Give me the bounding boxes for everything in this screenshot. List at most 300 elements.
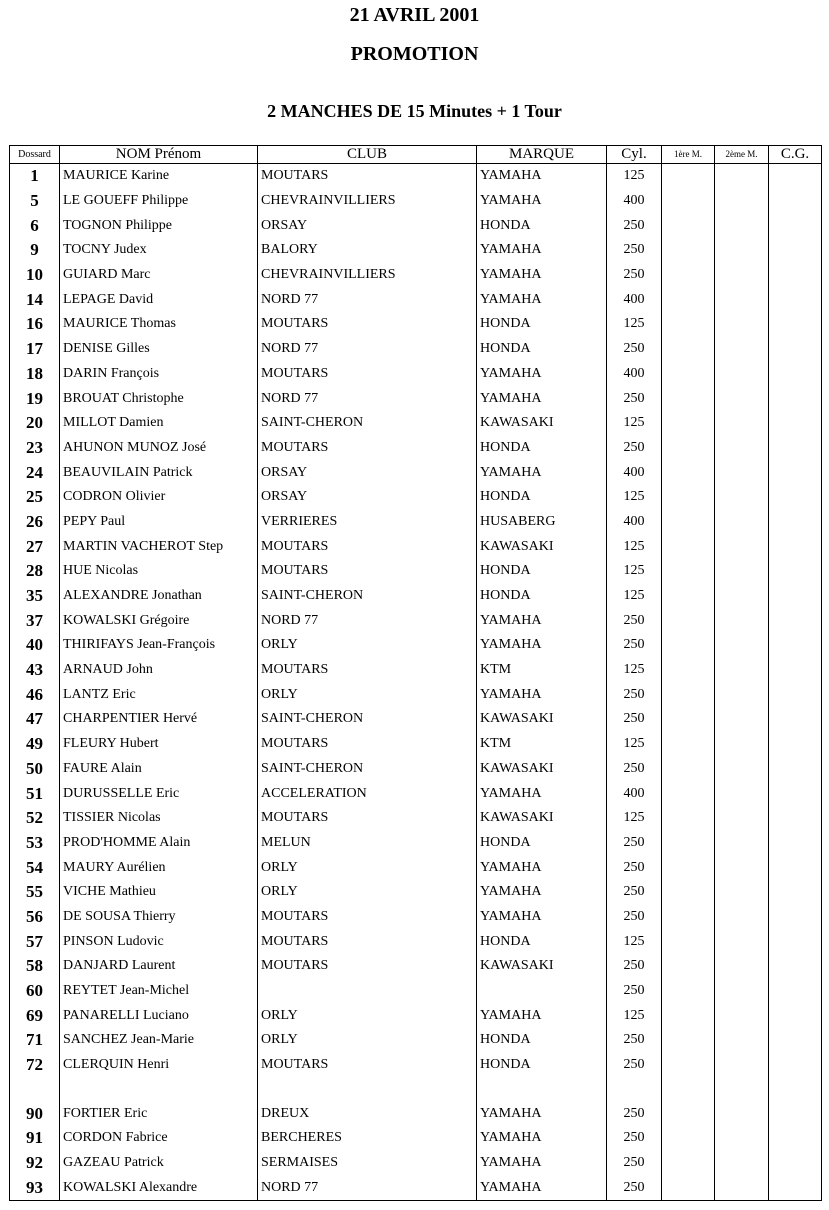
- overall-result: [769, 213, 822, 238]
- engine-size: 125: [607, 559, 662, 584]
- engine-size: 125: [607, 411, 662, 436]
- race2-result: [715, 436, 769, 461]
- race1-result: [662, 732, 715, 757]
- rider-name: THIRIFAYS Jean-François: [60, 633, 258, 658]
- table-row: [10, 608, 822, 633]
- bib-number: 40: [10, 633, 60, 658]
- overall-result: [769, 732, 822, 757]
- bike-brand: KAWASAKI: [477, 806, 607, 831]
- club-name: ORSAY: [258, 485, 477, 510]
- overall-result: [769, 1003, 822, 1028]
- club-name: [258, 1077, 477, 1101]
- entry-rows: [10, 164, 822, 1201]
- club-name: ACCELERATION: [258, 781, 477, 806]
- race2-result: [715, 608, 769, 633]
- bib-number: 26: [10, 510, 60, 535]
- overall-result: [769, 880, 822, 905]
- table-row: [10, 929, 822, 954]
- club-name: SAINT-CHERON: [258, 757, 477, 782]
- race1-result: [662, 411, 715, 436]
- bib-number: 20: [10, 411, 60, 436]
- table-row: [10, 189, 822, 214]
- col-header-brand: MARQUE: [477, 146, 607, 164]
- col-header-club: CLUB: [258, 146, 477, 164]
- col-header-race1: 1ère M.: [662, 146, 715, 164]
- club-name: MOUTARS: [258, 362, 477, 387]
- club-name: BERCHERES: [258, 1126, 477, 1151]
- race2-result: [715, 905, 769, 930]
- race1-result: [662, 386, 715, 411]
- engine-size: 400: [607, 460, 662, 485]
- club-name: MOUTARS: [258, 806, 477, 831]
- race2-result: [715, 855, 769, 880]
- bib-number: [10, 1077, 60, 1101]
- club-name: SAINT-CHERON: [258, 584, 477, 609]
- bib-number: 72: [10, 1053, 60, 1078]
- engine-size: 250: [607, 1028, 662, 1053]
- overall-result: [769, 1151, 822, 1176]
- engine-size: 250: [607, 436, 662, 461]
- race2-result: [715, 213, 769, 238]
- club-name: MOUTARS: [258, 534, 477, 559]
- engine-size: 125: [607, 312, 662, 337]
- table-row: [10, 337, 822, 362]
- engine-size: 400: [607, 781, 662, 806]
- bib-number: 17: [10, 337, 60, 362]
- rider-name: DARIN François: [60, 362, 258, 387]
- engine-size: 125: [607, 485, 662, 510]
- overall-result: [769, 1176, 822, 1201]
- bike-brand: HONDA: [477, 559, 607, 584]
- bike-brand: HONDA: [477, 1028, 607, 1053]
- engine-size: 250: [607, 213, 662, 238]
- club-name: MOUTARS: [258, 559, 477, 584]
- col-header-race2: 2ème M.: [715, 146, 769, 164]
- overall-result: [769, 1101, 822, 1126]
- overall-result: [769, 781, 822, 806]
- race-format: 2 MANCHES DE 15 Minutes + 1 Tour: [267, 101, 562, 121]
- race2-result: [715, 584, 769, 609]
- table-row: [10, 263, 822, 288]
- bib-number: 69: [10, 1003, 60, 1028]
- club-name: MOUTARS: [258, 929, 477, 954]
- bike-brand: HONDA: [477, 584, 607, 609]
- bike-brand: [477, 979, 607, 1004]
- race2-result: [715, 1126, 769, 1151]
- race1-result: [662, 287, 715, 312]
- rider-name: FORTIER Eric: [60, 1101, 258, 1126]
- rider-name: ALEXANDRE Jonathan: [60, 584, 258, 609]
- race1-result: [662, 880, 715, 905]
- club-name: CHEVRAINVILLIERS: [258, 263, 477, 288]
- bib-number: 52: [10, 806, 60, 831]
- rider-name: VICHE Mathieu: [60, 880, 258, 905]
- club-name: ORSAY: [258, 213, 477, 238]
- engine-size: 250: [607, 682, 662, 707]
- overall-result: [769, 682, 822, 707]
- bib-number: 27: [10, 534, 60, 559]
- rider-name: CLERQUIN Henri: [60, 1053, 258, 1078]
- race1-result: [662, 460, 715, 485]
- engine-size: 250: [607, 608, 662, 633]
- engine-size: 125: [607, 658, 662, 683]
- race2-result: [715, 682, 769, 707]
- overall-result: [769, 510, 822, 535]
- race1-result: [662, 608, 715, 633]
- overall-result: [769, 633, 822, 658]
- rider-name: CORDON Fabrice: [60, 1126, 258, 1151]
- race1-result: [662, 658, 715, 683]
- table-row: [10, 1028, 822, 1053]
- race2-result: [715, 732, 769, 757]
- overall-result: [769, 1126, 822, 1151]
- overall-result: [769, 386, 822, 411]
- race1-result: [662, 682, 715, 707]
- club-name: ORLY: [258, 633, 477, 658]
- bike-brand: HONDA: [477, 929, 607, 954]
- engine-size: 250: [607, 954, 662, 979]
- engine-size: 250: [607, 1151, 662, 1176]
- rider-name: PROD'HOMME Alain: [60, 831, 258, 856]
- rider-name: GUIARD Marc: [60, 263, 258, 288]
- rider-name: LEPAGE David: [60, 287, 258, 312]
- table-row: [10, 732, 822, 757]
- engine-size: 125: [607, 732, 662, 757]
- bike-brand: KAWASAKI: [477, 757, 607, 782]
- rider-name: SANCHEZ Jean-Marie: [60, 1028, 258, 1053]
- rider-name: MILLOT Damien: [60, 411, 258, 436]
- bike-brand: HUSABERG: [477, 510, 607, 535]
- overall-result: [769, 436, 822, 461]
- club-name: SAINT-CHERON: [258, 411, 477, 436]
- engine-size: 250: [607, 880, 662, 905]
- club-name: MOUTARS: [258, 732, 477, 757]
- engine-size: 250: [607, 855, 662, 880]
- table-row: [10, 485, 822, 510]
- overall-result: [769, 362, 822, 387]
- race2-result: [715, 287, 769, 312]
- engine-size: 125: [607, 1003, 662, 1028]
- race1-result: [662, 534, 715, 559]
- overall-result: [769, 411, 822, 436]
- bike-brand: HONDA: [477, 485, 607, 510]
- bib-number: 19: [10, 386, 60, 411]
- rider-name: AHUNON MUNOZ José: [60, 436, 258, 461]
- race2-result: [715, 362, 769, 387]
- bike-brand: YAMAHA: [477, 386, 607, 411]
- race2-result: [715, 929, 769, 954]
- club-name: MOUTARS: [258, 436, 477, 461]
- club-name: MOUTARS: [258, 905, 477, 930]
- engine-size: 125: [607, 164, 662, 189]
- bike-brand: YAMAHA: [477, 1101, 607, 1126]
- rider-name: KOWALSKI Alexandre: [60, 1176, 258, 1201]
- table-row: [10, 1003, 822, 1028]
- bike-brand: YAMAHA: [477, 633, 607, 658]
- table-row: [10, 213, 822, 238]
- rider-name: DANJARD Laurent: [60, 954, 258, 979]
- overall-result: [769, 608, 822, 633]
- table-row: [10, 164, 822, 189]
- engine-size: 250: [607, 831, 662, 856]
- engine-size: 400: [607, 362, 662, 387]
- race2-result: [715, 633, 769, 658]
- engine-size: 250: [607, 905, 662, 930]
- bib-number: 10: [10, 263, 60, 288]
- bib-number: 51: [10, 781, 60, 806]
- bike-brand: KTM: [477, 732, 607, 757]
- overall-result: [769, 164, 822, 189]
- bike-brand: YAMAHA: [477, 880, 607, 905]
- engine-size: 125: [607, 806, 662, 831]
- rider-name: TOGNON Philippe: [60, 213, 258, 238]
- club-name: CHEVRAINVILLIERS: [258, 189, 477, 214]
- overall-result: [769, 1053, 822, 1078]
- race1-result: [662, 238, 715, 263]
- race1-result: [662, 979, 715, 1004]
- table-row: [10, 658, 822, 683]
- club-name: ORLY: [258, 855, 477, 880]
- race1-result: [662, 905, 715, 930]
- engine-size: 250: [607, 1126, 662, 1151]
- overall-result: [769, 1028, 822, 1053]
- race1-result: [662, 1077, 715, 1101]
- race2-result: [715, 534, 769, 559]
- bib-number: 5: [10, 189, 60, 214]
- race1-result: [662, 855, 715, 880]
- overall-result: [769, 287, 822, 312]
- race2-result: [715, 1176, 769, 1201]
- club-name: MOUTARS: [258, 658, 477, 683]
- bike-brand: KAWASAKI: [477, 534, 607, 559]
- club-name: SAINT-CHERON: [258, 707, 477, 732]
- club-name: SERMAISES: [258, 1151, 477, 1176]
- club-name: MOUTARS: [258, 954, 477, 979]
- rider-name: GAZEAU Patrick: [60, 1151, 258, 1176]
- table-row: [10, 1176, 822, 1201]
- rider-name: MARTIN VACHEROT Step: [60, 534, 258, 559]
- club-name: DREUX: [258, 1101, 477, 1126]
- overall-result: [769, 855, 822, 880]
- bib-number: 35: [10, 584, 60, 609]
- rider-name: DURUSSELLE Eric: [60, 781, 258, 806]
- bib-number: 37: [10, 608, 60, 633]
- col-header-dossard: Dossard: [10, 146, 60, 164]
- bib-number: 16: [10, 312, 60, 337]
- bike-brand: YAMAHA: [477, 460, 607, 485]
- club-name: ORLY: [258, 1003, 477, 1028]
- race2-result: [715, 1028, 769, 1053]
- bike-brand: YAMAHA: [477, 263, 607, 288]
- table-row: [10, 460, 822, 485]
- bib-number: 55: [10, 880, 60, 905]
- table-row: [10, 707, 822, 732]
- bike-brand: KAWASAKI: [477, 707, 607, 732]
- overall-result: [769, 831, 822, 856]
- table-row: [10, 436, 822, 461]
- race2-result: [715, 337, 769, 362]
- bib-number: 24: [10, 460, 60, 485]
- race2-result: [715, 707, 769, 732]
- bike-brand: HONDA: [477, 436, 607, 461]
- race2-result: [715, 1077, 769, 1101]
- table-row: [10, 1126, 822, 1151]
- overall-result: [769, 559, 822, 584]
- bib-number: 54: [10, 855, 60, 880]
- rider-name: PANARELLI Luciano: [60, 1003, 258, 1028]
- bike-brand: YAMAHA: [477, 608, 607, 633]
- race1-result: [662, 781, 715, 806]
- table-row: [10, 954, 822, 979]
- overall-result: [769, 312, 822, 337]
- race1-result: [662, 510, 715, 535]
- rider-name: BEAUVILAIN Patrick: [60, 460, 258, 485]
- table-row: [10, 831, 822, 856]
- bib-number: 1: [10, 164, 60, 189]
- table-row: [10, 757, 822, 782]
- bib-number: 93: [10, 1176, 60, 1201]
- overall-result: [769, 337, 822, 362]
- bike-brand: YAMAHA: [477, 905, 607, 930]
- overall-result: [769, 929, 822, 954]
- race1-result: [662, 485, 715, 510]
- club-name: MELUN: [258, 831, 477, 856]
- bike-brand: YAMAHA: [477, 164, 607, 189]
- race1-result: [662, 559, 715, 584]
- race2-result: [715, 559, 769, 584]
- club-name: ORLY: [258, 1028, 477, 1053]
- rider-name: REYTET Jean-Michel: [60, 979, 258, 1004]
- table-row: [10, 1053, 822, 1078]
- bib-number: 25: [10, 485, 60, 510]
- table-row: [10, 806, 822, 831]
- race1-result: [662, 436, 715, 461]
- race1-result: [662, 584, 715, 609]
- bib-number: 92: [10, 1151, 60, 1176]
- rider-name: LE GOUEFF Philippe: [60, 189, 258, 214]
- engine-size: 250: [607, 337, 662, 362]
- race2-result: [715, 1151, 769, 1176]
- table-row: [10, 905, 822, 930]
- race2-result: [715, 460, 769, 485]
- table-row: [10, 559, 822, 584]
- bib-number: 47: [10, 707, 60, 732]
- race2-result: [715, 1053, 769, 1078]
- club-name: ORLY: [258, 880, 477, 905]
- rider-name: [60, 1077, 258, 1101]
- overall-result: [769, 189, 822, 214]
- engine-size: 400: [607, 287, 662, 312]
- engine-size: 250: [607, 1101, 662, 1126]
- table-row: [10, 312, 822, 337]
- bike-brand: HONDA: [477, 312, 607, 337]
- engine-size: 250: [607, 633, 662, 658]
- bib-number: 53: [10, 831, 60, 856]
- race2-result: [715, 189, 769, 214]
- club-name: NORD 77: [258, 386, 477, 411]
- table-row: [10, 682, 822, 707]
- bib-number: 28: [10, 559, 60, 584]
- race2-result: [715, 164, 769, 189]
- table-row: [10, 534, 822, 559]
- engine-size: [607, 1077, 662, 1101]
- table-row: [10, 1151, 822, 1176]
- engine-size: 400: [607, 189, 662, 214]
- race2-result: [715, 954, 769, 979]
- table-row: [10, 855, 822, 880]
- engine-size: 125: [607, 929, 662, 954]
- bib-number: 56: [10, 905, 60, 930]
- col-header-cyl: Cyl.: [607, 146, 662, 164]
- race2-result: [715, 831, 769, 856]
- engine-size: 250: [607, 757, 662, 782]
- table-row: [10, 362, 822, 387]
- overall-result: [769, 806, 822, 831]
- race2-result: [715, 510, 769, 535]
- race2-result: [715, 485, 769, 510]
- bib-number: 91: [10, 1126, 60, 1151]
- race2-result: [715, 757, 769, 782]
- race1-result: [662, 263, 715, 288]
- spacer-row: [10, 1077, 822, 1101]
- bib-number: 57: [10, 929, 60, 954]
- race2-result: [715, 312, 769, 337]
- race1-result: [662, 1053, 715, 1078]
- engine-size: 250: [607, 979, 662, 1004]
- club-name: ORSAY: [258, 460, 477, 485]
- overall-result: [769, 263, 822, 288]
- race2-result: [715, 979, 769, 1004]
- bike-brand: HONDA: [477, 337, 607, 362]
- club-name: NORD 77: [258, 608, 477, 633]
- category-title: PROMOTION: [350, 43, 479, 65]
- rider-name: ARNAUD John: [60, 658, 258, 683]
- overall-result: [769, 979, 822, 1004]
- bike-brand: KAWASAKI: [477, 411, 607, 436]
- race1-result: [662, 189, 715, 214]
- race1-result: [662, 929, 715, 954]
- overall-result: [769, 584, 822, 609]
- race2-result: [715, 880, 769, 905]
- rider-name: HUE Nicolas: [60, 559, 258, 584]
- table-row: [10, 781, 822, 806]
- race2-result: [715, 411, 769, 436]
- rider-name: MAURICE Karine: [60, 164, 258, 189]
- bike-brand: YAMAHA: [477, 362, 607, 387]
- engine-size: 400: [607, 510, 662, 535]
- bib-number: 49: [10, 732, 60, 757]
- rider-name: TOCNY Judex: [60, 238, 258, 263]
- engine-size: 250: [607, 263, 662, 288]
- col-header-overall: C.G.: [769, 146, 822, 164]
- bike-brand: HONDA: [477, 831, 607, 856]
- bike-brand: [477, 1077, 607, 1101]
- bib-number: 90: [10, 1101, 60, 1126]
- race2-result: [715, 263, 769, 288]
- rider-name: FAURE Alain: [60, 757, 258, 782]
- engine-size: 250: [607, 1176, 662, 1201]
- race1-result: [662, 1151, 715, 1176]
- overall-result: [769, 905, 822, 930]
- engine-size: 250: [607, 1053, 662, 1078]
- club-name: [258, 979, 477, 1004]
- rider-name: PEPY Paul: [60, 510, 258, 535]
- engine-size: 250: [607, 707, 662, 732]
- race1-result: [662, 337, 715, 362]
- bib-number: 50: [10, 757, 60, 782]
- rider-name: DENISE Gilles: [60, 337, 258, 362]
- event-date: 21 AVRIL 2001: [349, 4, 480, 26]
